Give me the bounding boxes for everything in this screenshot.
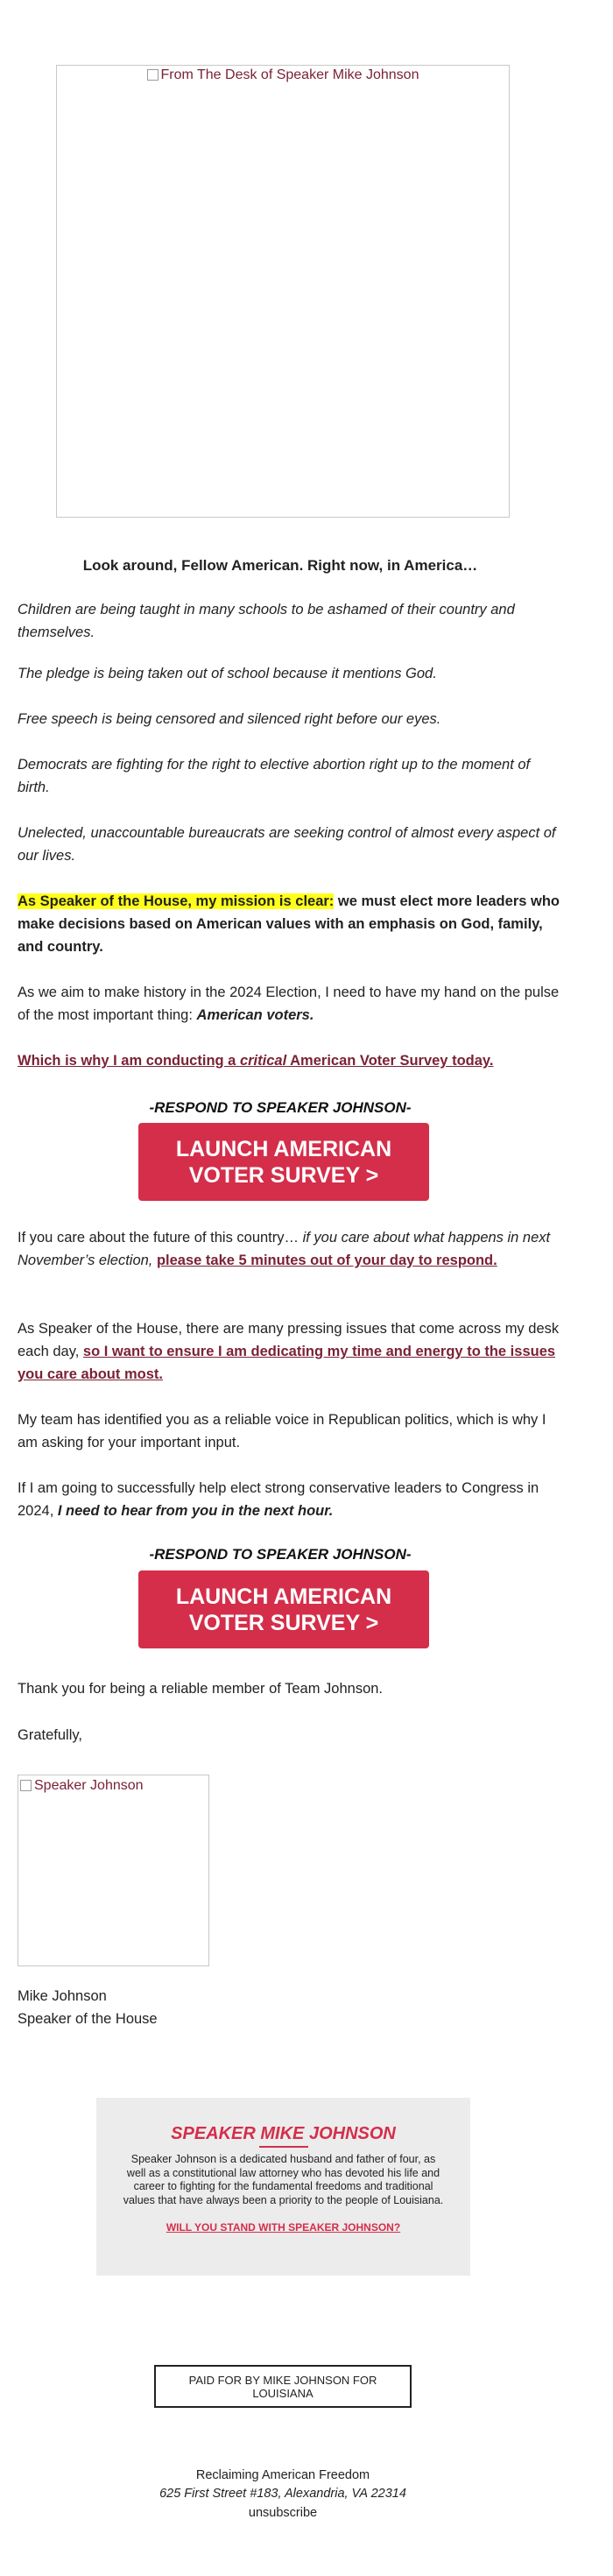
signature-image-alt [20, 1778, 208, 1794]
footer-org: Reclaiming American Freedom [195, 2468, 370, 2482]
bio-body: Speaker Johnson is a dedicated husband and father of four, as well as a constitutional law attorney who has devoted his life and career to fighting for the fundamental freedoms and traditional values that have always been a priority to the people of Louisiana. [123, 2153, 444, 2206]
broken-image-icon [147, 69, 159, 81]
signer-name: Mike Johnson [18, 1988, 107, 2004]
signer-title: Speaker of the House [18, 2011, 158, 2027]
success-plain: If I am going to successfully help elect strong conservative leaders to Congress in 2024, [18, 1480, 539, 1519]
launch-survey-button[interactable]: LAUNCH AMERICAN VOTER SURVEY > [138, 1570, 429, 1648]
care-italic: if you care about what happens in next November’s election, [18, 1230, 551, 1268]
issues-link[interactable]: so I want to ensure I am dedicating my time and energy to the issues you care about most. [18, 1344, 556, 1382]
broken-image-icon [20, 1780, 32, 1791]
signature-image [18, 1775, 209, 1966]
issues-plain: As Speaker of the House, there are many pressing issues that come across my desk each day, [18, 1321, 560, 1359]
survey-link-paragraph[interactable] [18, 1049, 560, 1072]
concern-paragraph: The pledge is being taken out of school because it mentions God. [18, 666, 437, 681]
history-paragraph [18, 981, 560, 1027]
footer-address: 625 First Street #183, Alexandria, VA 22314 [159, 2487, 406, 2501]
bio-divider [259, 2146, 308, 2148]
mission-rest: we must elect more leaders who make decisions based on American values with an emphasis on God, family, and country. [18, 893, 560, 955]
thanks-paragraph: Thank you for being a reliable member of Team Johnson. [18, 1681, 384, 1697]
concern-paragraph: Free speech is being censored and silenced right before our eyes. [18, 711, 441, 727]
respond-label: -RESPOND TO SPEAKER JOHNSON- [149, 1546, 412, 1563]
concern-paragraph: Democrats are fighting for the right to elective abortion right up to the moment of birth. [18, 757, 531, 795]
care-plain: If you care about the future of this country… [18, 1230, 303, 1246]
concern-paragraph: Unelected, unaccountable bureaucrats are seeking control of almost every aspect of our lives. [18, 825, 556, 864]
unsubscribe-link[interactable]: unsubscribe [248, 2506, 318, 2520]
team-paragraph: My team has identified you as a reliable voice in Republican politics, which is why I am asking for your important input. [18, 1412, 546, 1450]
signature-image-alt-text: Speaker Johnson [34, 1778, 144, 1793]
bio-title: SPEAKER MIKE JOHNSON [171, 2124, 396, 2143]
survey-link-part2[interactable]: American Voter Survey today. [286, 1053, 494, 1069]
bio-box [96, 2098, 470, 2276]
hero-image-alt-text: From The Desk of Speaker Mike Johnson [160, 67, 419, 82]
history-text: As we aim to make history in the 2024 Election, I need to have my hand on the pulse of the most important thing: [18, 985, 560, 1023]
survey-link[interactable] [18, 1053, 493, 1069]
respond-link[interactable]: please take 5 minutes out of your day to respond. [156, 1253, 497, 1268]
hero-image-alt [57, 67, 509, 83]
closing-text: Gratefully, [18, 1727, 82, 1743]
survey-link-part1[interactable]: Which is why I am conducting a [18, 1053, 240, 1069]
stand-with-link[interactable]: WILL YOU STAND WITH SPEAKER JOHNSON? [166, 2221, 401, 2234]
paid-for-text: PAID FOR BY MIKE JOHNSON FOR LOUISIANA [188, 2373, 377, 2400]
hero-image [56, 65, 510, 518]
history-emphasis: American voters. [196, 1007, 314, 1023]
success-emphasis: I need to hear from you in the next hour. [57, 1503, 334, 1519]
care-paragraph [18, 1226, 560, 1272]
intro-heading: Look around, Fellow American. Right now, in America… [82, 557, 478, 574]
issues-paragraph [18, 1317, 560, 1386]
paid-for-disclaimer [154, 2365, 412, 2408]
success-paragraph [18, 1477, 560, 1522]
concern-paragraph: Children are being taught in many schools to be ashamed of their country and themselves. [18, 602, 515, 640]
mission-highlight: As Speaker of the House, my mission is clear: [18, 893, 335, 909]
mission-paragraph [18, 890, 560, 958]
launch-survey-button[interactable]: LAUNCH AMERICAN VOTER SURVEY > [138, 1123, 429, 1201]
respond-label: -RESPOND TO SPEAKER JOHNSON- [149, 1099, 412, 1116]
survey-link-critical[interactable]: critical [239, 1053, 287, 1069]
